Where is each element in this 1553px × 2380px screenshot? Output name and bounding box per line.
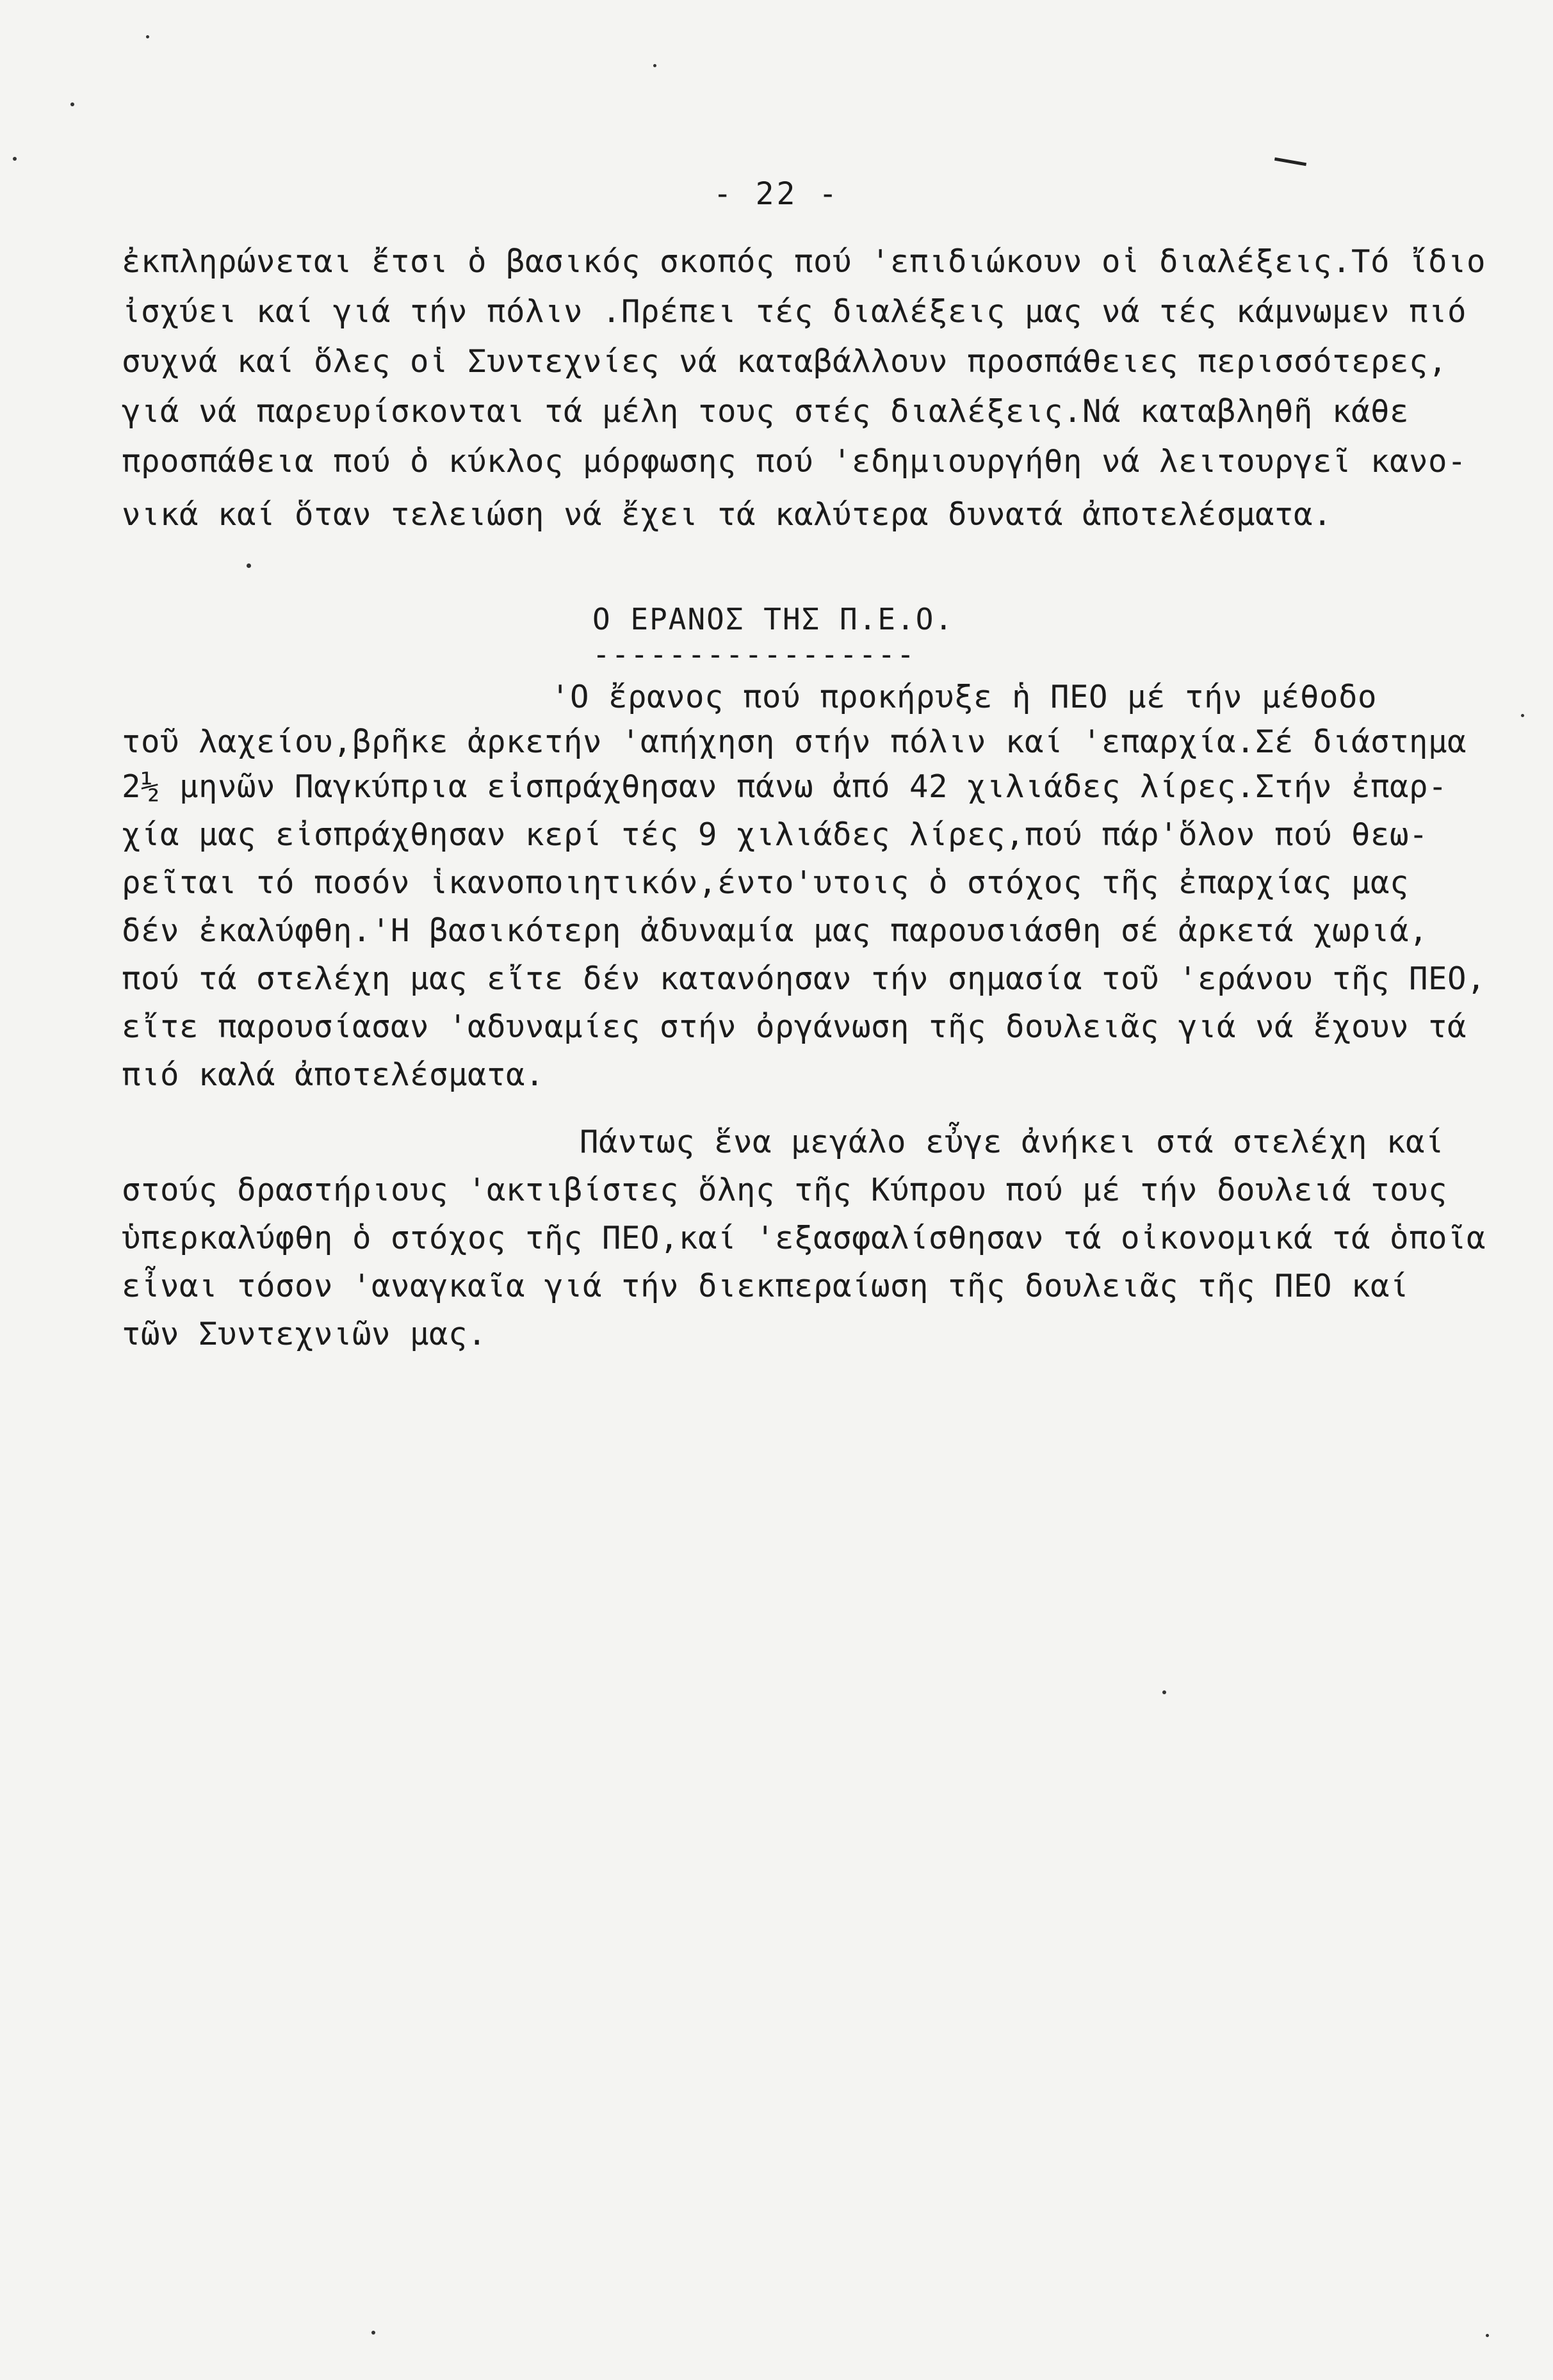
paragraph-3-line: εἶναι τόσον 'αναγκαῖα γιά τήν διεκπεραίωση τῆς δουλειᾶς τῆς ΠΕΟ καί [122,1268,1410,1304]
paragraph-2-line: πού τά στελέχη μας εἴτε δέν κατανόησαν τήν σημασία τοῦ 'εράνου τῆς ΠΕΟ, [122,960,1486,997]
scan-speck [1521,714,1524,717]
paragraph-2-line: τοῦ λαχείου,βρῆκε ἀρκετήν 'απήχηση στήν πόλιν καί 'επαρχία.Σέ διάστημα [122,724,1467,760]
section-heading: Ο ΕΡΑΝΟΣ ΤΗΣ Π.Ε.Ο. [592,602,954,636]
scan-speck [146,35,149,38]
scan-speck [1162,1690,1166,1694]
paragraph-1-line: νικά καί ὅταν τελειώση νά ἔχει τά καλύτερα δυνατά ἀποτελέσματα. [122,496,1333,533]
heading-underline: ----------------- [592,637,916,672]
scan-speck [1486,2334,1489,2337]
scan-speck [371,2331,375,2335]
paragraph-3-line: Πάντως ἕνα μεγάλο εὖγε ἀνήκει στά στελέχη καί [580,1124,1445,1160]
paragraph-3-line: στούς δραστήριους 'ακτιβίστες ὅλης τῆς Κύπρου πού μέ τήν δουλειά τους [122,1172,1448,1208]
scan-speck [247,563,251,568]
paragraph-2-line: 'Ο ἔρανος πού προκήρυξε ἡ ΠΕΟ μέ τήν μέθοδο [551,679,1378,715]
scan-mark [1274,158,1306,166]
paragraph-2-line: εἴτε παρουσίασαν 'αδυναμίες στήν ὀργάνωση τῆς δουλειᾶς γιά νά ἔχουν τά [122,1008,1467,1045]
paragraph-3-line: τῶν Συντεχνιῶν μας. [122,1316,487,1352]
paragraph-1-line: ἐκπληρώνεται ἔτσι ὁ βασικός σκοπός πού 'επιδιώκουν οἱ διαλέξεις.Τό ἴδιο [122,243,1486,280]
paragraph-2-line: ρεῖται τό ποσόν ἱκανοποιητικόν,έντο'υτοις ὁ στόχος τῆς ἐπαρχίας μας [122,864,1410,901]
paragraph-1-line: συχνά καί ὅλες οἱ Συντεχνίες νά καταβάλλουν προσπάθειες περισσότερες, [122,343,1448,380]
paragraph-2-line: δέν ἐκαλύφθη.'Η βασικότερη ἀδυναμία μας παρουσιάσθη σέ ἀρκετά χωριά, [122,912,1429,949]
paragraph-2-line: χία μας εἰσπράχθησαν κερί τές 9 χιλιάδες λίρες,πού πάρ'ὅλον πού θεω- [122,816,1429,853]
paragraph-2-line: πιό καλά ἀποτελέσματα. [122,1056,545,1093]
scan-speck [70,102,74,106]
paragraph-1-line: γιά νά παρευρίσκονται τά μέλη τους στές διαλέξεις.Νά καταβληθῆ κάθε [122,393,1410,430]
paragraph-3-line: ὑπερκαλύφθη ὁ στόχος τῆς ΠΕΟ,καί 'εξασφαλίσθησαν τά οἰκονομικά τά ὁποῖα [122,1220,1486,1256]
page-number: - 22 - [713,176,840,212]
paragraph-2-line: 2½ μηνῶν Παγκύπρια εἰσπράχθησαν πάνω ἀπό 42 χιλιάδες λίρες.Στήν ἐπαρ- [122,768,1448,805]
scan-speck [13,157,17,161]
paragraph-1-line: προσπάθεια πού ὁ κύκλος μόρφωσης πού 'εδημιουργήθη νά λειτουργεῖ κανο- [122,443,1467,480]
scan-speck [653,64,656,67]
paragraph-1-line: ἰσχύει καί γιά τήν πόλιν .Πρέπει τές διαλέξεις μας νά τές κάμνωμεν πιό [122,293,1467,330]
